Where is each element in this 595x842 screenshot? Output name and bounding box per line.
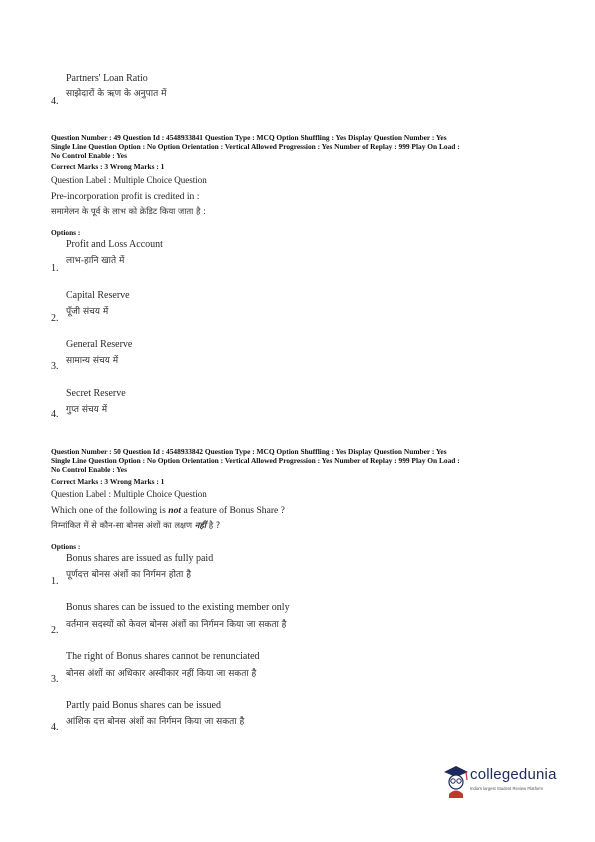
option-en: Capital Reserve — [66, 290, 130, 301]
option-number: 3. — [51, 361, 59, 372]
q49-meta-line1: Question Number : 49 Question Id : 4548933841 Question Type : MCQ Option Shuffling : Yes Display Question Number : Yes — [51, 133, 447, 142]
q50-text-en-emphasis: not — [168, 505, 182, 516]
collegedunia-logo — [440, 762, 560, 802]
option-number: 3. — [51, 674, 59, 685]
option-en: Partly paid Bonus shares can be issued — [66, 700, 221, 711]
logo-name: collegedunia — [470, 766, 557, 783]
option-hi: आंशिक दत्त बोनस अंशों का निर्गमन किया जा सकता है — [66, 717, 245, 727]
graduate-mascot-icon — [440, 762, 470, 802]
q49-meta-line3: No Control Enable : Yes — [51, 151, 127, 160]
q50-text-en-part1: Which one of the following is — [51, 505, 169, 516]
q50-text-en — [51, 505, 285, 516]
q49-text-hi: समामेलन के पूर्व के लाभ को क्रेडिट किया जाता है : — [51, 206, 206, 216]
prev-option-4-number: 4. — [51, 96, 59, 107]
q50-meta-line1: Question Number : 50 Question Id : 4548933842 Question Type : MCQ Option Shuffling : Yes Display Question Number : Yes — [51, 447, 447, 456]
option-hi: लाभ-हानि खाते में — [66, 256, 125, 266]
q49-options-head: Options : — [51, 228, 81, 237]
option-hi: गुप्त संचय में — [66, 405, 108, 415]
q50-marks: Correct Marks : 3 Wrong Marks : 1 — [51, 477, 165, 486]
option-number: 1. — [51, 576, 59, 587]
q50-text-hi-emphasis: नहीं — [194, 520, 207, 530]
q49-meta-line2: Single Line Question Option : No Option Orientation : Vertical Allowed Progression : Yes Number of Replay : 999 Play On Load : — [51, 142, 460, 151]
prev-option-4-en: Partners' Loan Ratio — [66, 73, 148, 84]
option-hi: पूर्णदत्त बोनस अंशों का निर्गमन होता है — [66, 570, 192, 580]
q50-meta-line2: Single Line Question Option : No Option Orientation : Vertical Allowed Progression : Yes Number of Replay : 999 Play On Load : — [51, 456, 460, 465]
q50-text-hi-part1: निम्नांकित में से कौन-सा बोनस अंशों का लक्षण — [51, 520, 195, 530]
option-hi: सामान्य संचय में — [66, 356, 119, 366]
option-number: 1. — [51, 263, 59, 274]
prev-option-4-hi: साझेदारों के ऋण के अनुपात में — [66, 89, 167, 99]
q50-options-head: Options : — [51, 542, 81, 551]
q50-meta-line3: No Control Enable : Yes — [51, 465, 127, 474]
q49-text-en: Pre-incorporation profit is credited in : — [51, 191, 200, 202]
option-en: Profit and Loss Account — [66, 239, 163, 250]
option-hi: पूँजी संचय में — [66, 307, 109, 317]
q49-marks: Correct Marks : 3 Wrong Marks : 1 — [51, 162, 165, 171]
option-en: Secret Reserve — [66, 388, 126, 399]
option-en: The right of Bonus shares cannot be renunciated — [66, 651, 260, 662]
q50-text-hi — [51, 520, 220, 531]
option-hi: बोनस अंशों का अधिकार अस्वीकार नहीं किया जा सकता है — [66, 669, 257, 679]
option-en: Bonus shares are issued as fully paid — [66, 553, 214, 564]
option-en: General Reserve — [66, 339, 133, 350]
option-hi: वर्तमान सदस्यों को केवल बोनस अंशों का निर्गमन किया जा सकता है — [66, 620, 287, 630]
option-number: 2. — [51, 313, 59, 324]
option-en: Bonus shares can be issued to the existing member only — [66, 602, 290, 613]
q50-label: Question Label : Multiple Choice Question — [51, 489, 207, 499]
q49-label: Question Label : Multiple Choice Question — [51, 175, 207, 185]
option-number: 4. — [51, 409, 59, 420]
q50-text-en-part3: a feature of Bonus Share ? — [181, 505, 285, 516]
logo-tagline: India's largest Student Review Platform — [470, 786, 543, 791]
option-number: 4. — [51, 722, 59, 733]
option-number: 2. — [51, 625, 59, 636]
q50-text-hi-part3: है ? — [206, 520, 221, 530]
